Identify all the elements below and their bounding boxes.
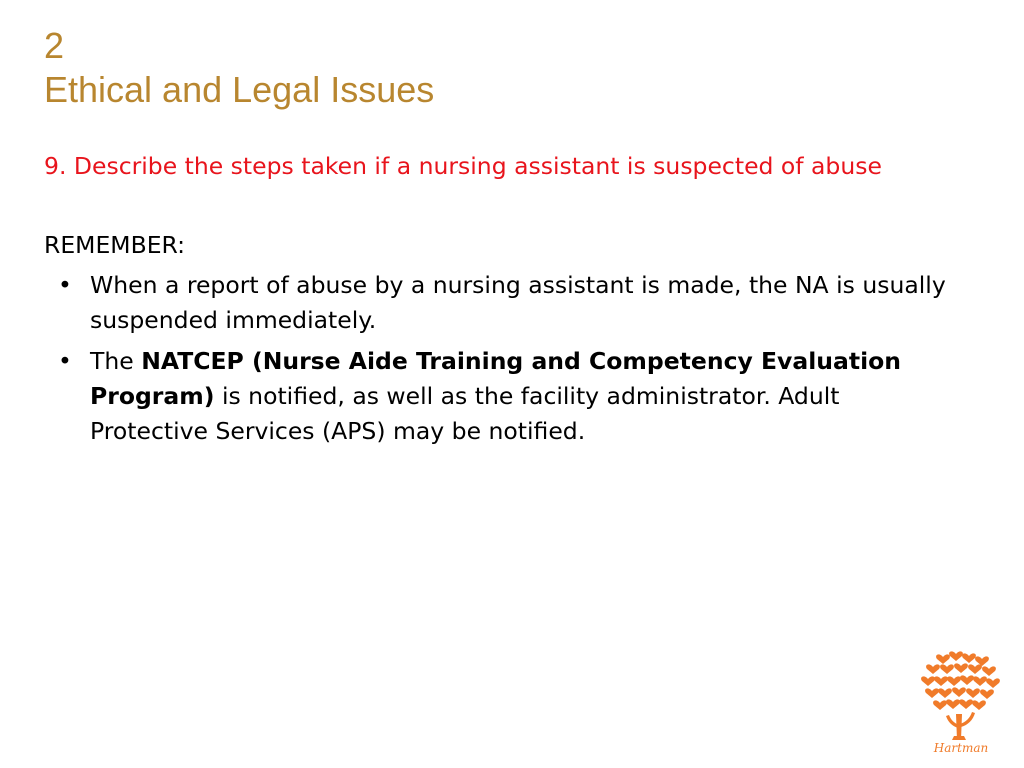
bullet-text-suffix: is notified, as well as the facility administrator. Adult Protective Services (APS) may be notified. [90, 382, 840, 445]
bullet-item [58, 268, 948, 338]
bullet-icon: • [58, 347, 72, 375]
learning-objective: 9. Describe the steps taken if a nursing assistant is suspected of abuse [44, 152, 882, 180]
bullet-text-prefix: The [90, 347, 142, 375]
bullet-list [58, 268, 948, 455]
bullet-text: When a report of abuse by a nursing assistant is made, the NA is usually suspended immediately. [90, 271, 946, 334]
remember-label: REMEMBER: [44, 231, 186, 259]
bullet-item [58, 344, 948, 449]
bullet-icon: • [58, 271, 72, 299]
chapter-number: 2 [44, 25, 65, 66]
logo-wordmark: Hartman [933, 741, 989, 755]
heart-tree-icon [918, 648, 1004, 756]
hartman-logo [918, 648, 1004, 756]
slide-title [44, 24, 434, 112]
chapter-title: Ethical and Legal Issues [44, 69, 435, 110]
bullet-text-bold: NATCEP (Nurse Aide Training and Competency Evaluation Program) [90, 347, 902, 410]
